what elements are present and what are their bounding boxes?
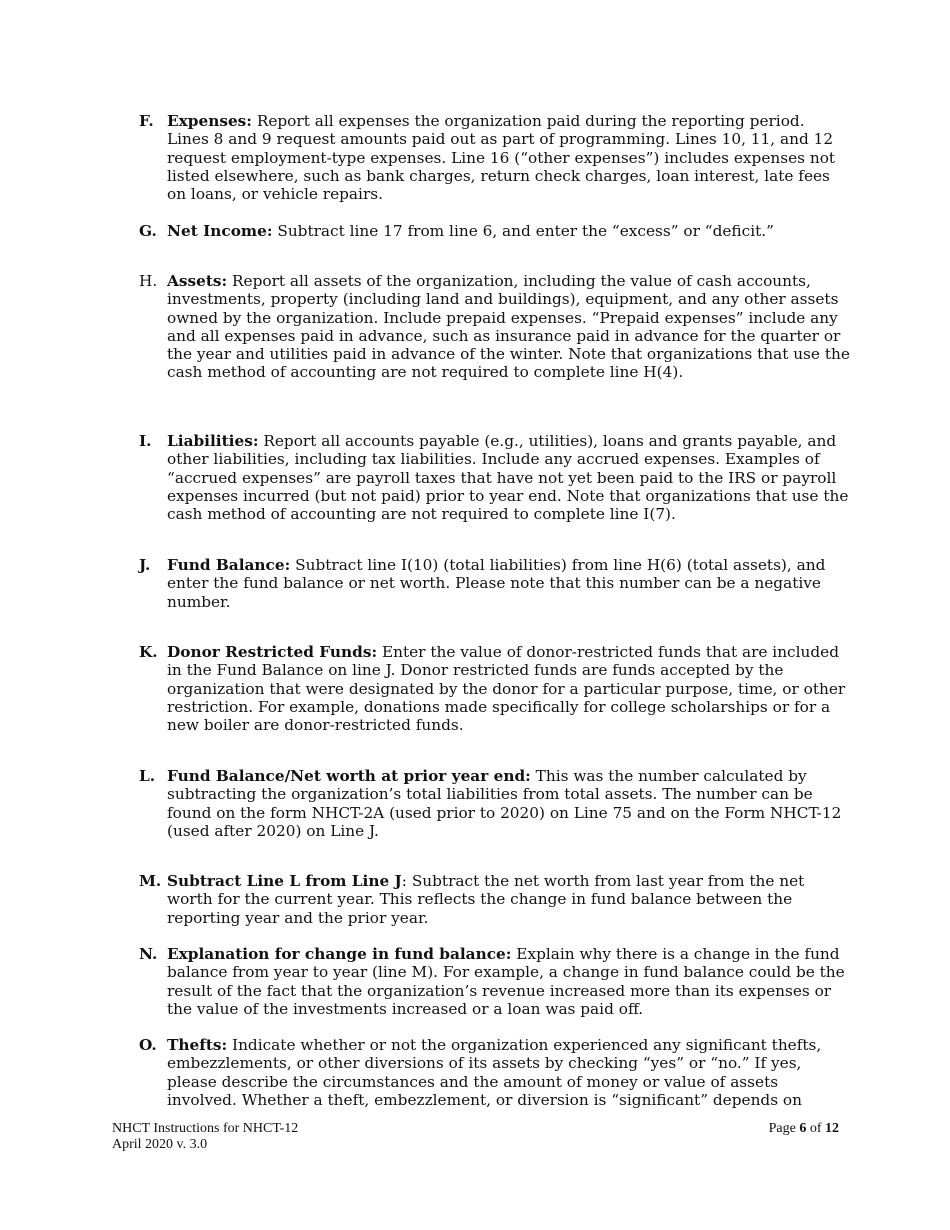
item-letter: K. [139, 643, 158, 661]
item-body: Report all expenses the organization paid during the reporting period. Lines 8 and 9 request amounts paid out as part of programming. Lines 10, 11, and 12 request employment-type expenses. Line 16 (“other expenses”) includes expenses not listed elsewhere, such as bank charges, return check charges, loan interest, late fees on loans, or vehicle repairs. [167, 112, 836, 204]
item-letter: J. [139, 556, 151, 574]
item-body: Explain why there is a change in the fund balance from year to year (line M). For example, a change in fund balance could be the result of the fact that the organization’s revenue increased more than its expenses or the value of the investments increased or a loan was paid off. [167, 945, 845, 1018]
item-text [167, 1036, 851, 1109]
item-body: Report all accounts payable (e.g., utilities), loans and grants payable, and other liabilities, including tax liabilities. Include any accrued expenses. Examples of “accrued expenses” are payroll taxes that have not yet been paid to the IRS or payroll expenses incurred (but not paid) prior to year end. Note that organizations that use the cash method of accounting are not required to complete line I(7). [167, 432, 849, 524]
item-term: Donor Restricted Funds: [167, 643, 378, 661]
list-item-m [139, 872, 851, 927]
item-letter: G. [139, 222, 157, 240]
footer-page-number [769, 1121, 839, 1137]
item-letter: O. [139, 1036, 157, 1054]
item-text [167, 556, 851, 611]
list-item-j [139, 556, 851, 611]
page-of: of [806, 1121, 825, 1136]
footer-version: April 2020 v. 3.0 [112, 1137, 208, 1152]
item-sep: : [401, 872, 412, 890]
item-body: Subtract line I(10) (total liabilities) from line H(6) (total assets), and enter the fund balance or net worth. Please note that this number can be a negative number. [167, 556, 826, 611]
item-term: Subtract Line L from Line J [167, 872, 402, 890]
item-term: Assets: [167, 272, 228, 290]
list-item-f [139, 112, 851, 203]
item-letter: I. [139, 432, 152, 450]
item-term: Explanation for change in fund balance: [167, 945, 512, 963]
page-prefix: Page [768, 1121, 800, 1136]
item-text [167, 767, 851, 840]
item-term: Net Income: [167, 222, 273, 240]
list-item-i [139, 432, 851, 523]
item-term: Liabilities: [167, 432, 259, 450]
list-item-g [139, 222, 851, 240]
item-letter: N. [139, 945, 158, 963]
item-body: Indicate whether or not the organization experienced any significant thefts, embezzlements, or other diversions of its assets by checking “yes” or “no.” If yes, please describe the circumstances and the amount of money or value of assets involved. Whether a theft, embezzlement, or diversion is “significant” depends on [167, 1036, 822, 1109]
list-item-h [139, 272, 851, 382]
item-term: Expenses: [167, 112, 252, 130]
item-body: Enter the value of donor-restricted funds that are included in the Fund Balance on line J. Donor restricted funds are funds accepted by the organization that were designated by the donor for a particular purpose, time, or other restriction. For example, donations made specifically for college scholarships or for a new boiler are donor-restricted funds. [167, 643, 846, 735]
item-text [167, 945, 851, 1018]
list-item-n [139, 945, 851, 1018]
item-letter: H. [139, 272, 158, 290]
page-total: 12 [825, 1121, 839, 1136]
list-item-k [139, 643, 851, 734]
item-term: Fund Balance: [167, 556, 291, 574]
item-text [167, 643, 851, 734]
item-letter: F. [139, 112, 154, 130]
item-body: Report all assets of the organization, including the value of cash accounts, investments, property (including land and buildings), equipment, and any other assets owned by the organization. Include prepaid expenses. “Prepaid expenses” include any and all expenses paid in advance, such as insurance paid in advance for the quarter or the year and utilities paid in advance of the winter. Note that organizations that use the cash method of accounting are not required to complete line H(4). [167, 272, 850, 382]
list-item-l [139, 767, 851, 840]
item-body: This was the number calculated by subtracting the organization’s total liabilities from total assets. The number can be found on the form NHCT-2A (used prior to 2020) on Line 75 and on the Form NHCT-12 (used after 2020) on Line J. [167, 767, 842, 840]
list-item-o [139, 1036, 851, 1109]
item-term: Fund Balance/Net worth at prior year end: [167, 767, 531, 785]
page-current: 6 [799, 1121, 807, 1136]
item-body: Subtract the net worth from last year from the net worth for the current year. This reflects the change in fund balance between the reporting year and the prior year. [167, 872, 805, 927]
item-letter: L. [139, 767, 156, 785]
item-text [167, 872, 851, 927]
item-text [167, 272, 851, 382]
item-letter: M. [139, 872, 162, 890]
item-text [167, 112, 851, 203]
item-text [167, 432, 851, 523]
item-text [167, 222, 851, 240]
item-body: Subtract line 17 from line 6, and enter the “excess” or “deficit.” [277, 222, 774, 240]
footer-doc-info [112, 1121, 298, 1153]
item-term: Thefts: [167, 1036, 228, 1054]
footer-title: NHCT Instructions for NHCT-12 [112, 1121, 299, 1136]
